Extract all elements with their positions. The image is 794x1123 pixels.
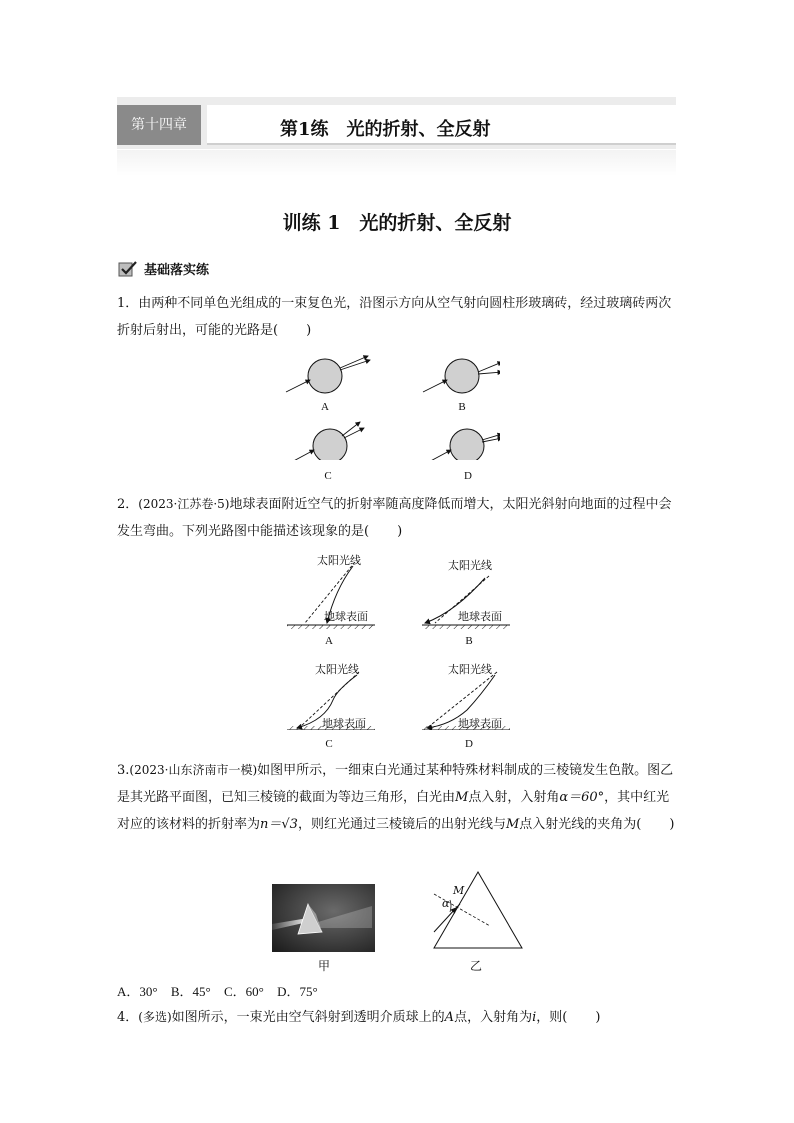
q3-text-a: 如图甲所示，一细束白光通过某种特殊材料制成的三棱镜发生色散。图乙是其光路平面图，已知三棱镜的截面为等边三角形，白光由 xyxy=(117,763,674,805)
q4-text-b: 点，入射角为 xyxy=(454,1010,533,1025)
q2-label-c: C xyxy=(325,738,333,750)
q2-a-sun-label: 太阳光线 xyxy=(317,554,361,567)
q3-alpha-eq: α＝60° xyxy=(559,790,605,805)
q3-option-c[interactable]: C．60° xyxy=(223,984,264,999)
page-title: 第1练 光的折射、全反射 xyxy=(280,119,491,140)
q2-b-sun-label: 太阳光线 xyxy=(448,559,492,572)
q3-label-jia: 甲 xyxy=(317,959,330,973)
q4-tag: (多选) xyxy=(138,1010,172,1024)
q3-prism-diagram xyxy=(430,870,530,952)
q1-label-c: C xyxy=(324,470,332,482)
badge-label: 基础落实练 xyxy=(144,263,210,278)
q1-option-b-diagram xyxy=(423,359,500,393)
q2-source: (2023·江苏卷·5) xyxy=(138,497,230,511)
q3-photo xyxy=(272,884,375,952)
q1-option-a-diagram xyxy=(286,356,370,393)
q2-a-ground-label: 地球表面 xyxy=(324,610,368,623)
q1-label-d: D xyxy=(464,470,472,482)
q2-label-b: B xyxy=(465,635,473,647)
q3-m-point-label: M xyxy=(453,884,465,897)
q3-options xyxy=(117,981,328,1000)
q4-number: 4． xyxy=(117,1010,139,1025)
q3-close: ) xyxy=(669,817,675,832)
q1-number: 1． xyxy=(117,296,139,311)
q4-text-a: 如图所示，一束光由空气斜射到透明介质球上的 xyxy=(171,1010,445,1025)
q2-number: 2． xyxy=(117,497,139,512)
q3-m2: M xyxy=(505,817,520,832)
q3-option-b[interactable]: B．45° xyxy=(170,984,211,999)
question-1 xyxy=(117,290,679,344)
q4-text-c: ，则( xyxy=(536,1010,568,1025)
q3-text-e: 点入射光线的夹角为( xyxy=(519,817,642,832)
q3-text-c: ，其中红光对应的该材料的折射率为 xyxy=(117,790,670,832)
q1-label-a: A xyxy=(321,401,329,413)
q3-option-a[interactable]: A．30° xyxy=(117,984,158,999)
question-2 xyxy=(117,491,679,545)
q3-text-d: ，则红光通过三棱镜后的出射光线与 xyxy=(297,817,506,832)
q2-b-ground-label: 地球表面 xyxy=(458,610,502,623)
checkbox-icon xyxy=(118,260,138,278)
q2-label-a: A xyxy=(325,635,333,647)
q3-number: 3. xyxy=(117,763,130,778)
q3-text-b: 点入射，入射角 xyxy=(468,790,560,805)
q3-m1: M xyxy=(455,790,469,805)
q1-option-d-diagram xyxy=(425,429,500,460)
q2-d-sun-label: 太阳光线 xyxy=(448,663,492,676)
q2-label-d: D xyxy=(465,738,473,750)
q2-c-ground-label: 地球表面 xyxy=(322,717,366,730)
q3-label-yi: 乙 xyxy=(469,959,482,973)
q2-d-ground-label: 地球表面 xyxy=(458,717,502,730)
chapter-label: 第十四章 xyxy=(117,105,201,145)
q1-text: 由两种不同单色光组成的一束复色光，沿图示方向从空气射向圆柱形玻璃砖，经过玻璃砖两次折射后射出，可能的光路是( xyxy=(117,296,672,338)
question-4 xyxy=(117,1004,679,1031)
q1-option-c-diagram xyxy=(288,422,364,460)
q4-i-sym: i xyxy=(532,1010,537,1025)
q3-option-d[interactable]: D．75° xyxy=(277,984,318,999)
prism-diagram xyxy=(430,870,530,952)
q2-close: ) xyxy=(397,524,403,539)
header-fade xyxy=(117,150,676,176)
q4-a-point: A xyxy=(444,1010,455,1025)
question-3 xyxy=(117,757,679,838)
q2-c-sun-label: 太阳光线 xyxy=(315,663,359,676)
q2-text: 地球表面附近空气的折射率随高度降低而增大，太阳光斜射向地面的过程中会发生弯曲。下列光路图中能描述该现象的是( xyxy=(117,497,672,539)
section-badge xyxy=(118,259,209,278)
q3-n-eq: n＝√3 xyxy=(260,817,298,832)
q3-source: (2023·山东济南市一模) xyxy=(129,763,258,777)
q3-alpha-label: α xyxy=(442,897,450,910)
prism-photo-image xyxy=(272,884,375,952)
q1-label-b: B xyxy=(458,401,466,413)
section-title: 训练 1 光的折射、全反射 xyxy=(282,212,512,234)
q4-close: ) xyxy=(595,1010,601,1025)
q1-close: ) xyxy=(306,323,312,338)
